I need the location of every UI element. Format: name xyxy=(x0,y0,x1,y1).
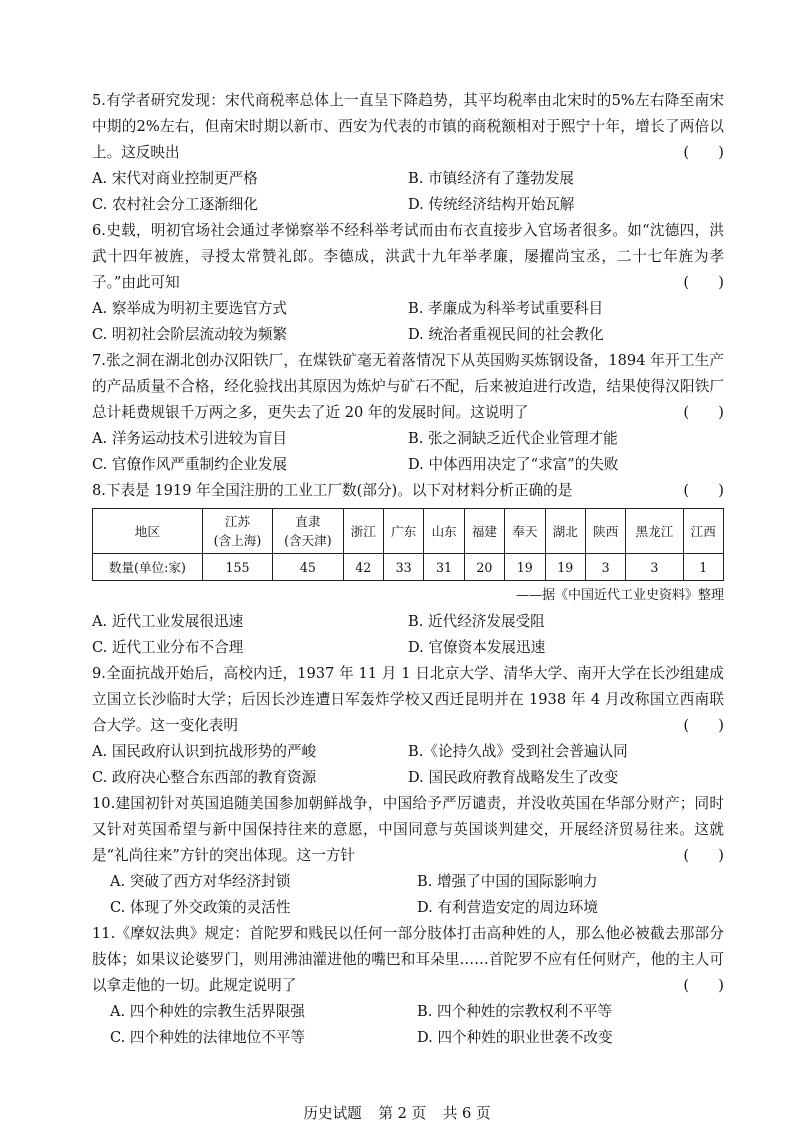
option-c: C. 体现了外交政策的灵活性 xyxy=(110,899,291,916)
footer-subject: 历史试题 xyxy=(303,1105,362,1122)
table-value-cell: 19 xyxy=(505,554,545,581)
table-header-region: 地区 xyxy=(93,509,203,554)
option-b: B. 张之洞缺乏近代企业管理才能 xyxy=(408,430,618,447)
question-stem: 10.建国初针对英国追随美国参加朝鲜战争，中国给予严厉谴责，并没收英国在华部分财产；同时又针对英国希望与新中国保持往来的意愿，中国同意与英国谈判建交，开展经济贸易往来。这就是“礼尚往来”方针的突出体现。这一方针 xyxy=(92,795,724,864)
answer-paren: ( ) xyxy=(683,274,724,291)
option-c: C. 政府决心整合东西部的教育资源 xyxy=(92,769,317,786)
option-a: A. 四个种姓的宗教生活界限强 xyxy=(110,1003,305,1020)
question-stem: 9.全面抗战开始后，高校内迁，1937 年 11 月 1 日北京大学、清华大学、南开大学在长沙组建成立国立长沙临时大学；后因长沙连遭日军轰炸学校又西迁昆明并在 1938 年 4 月改称国立西南联合大学。这一变化表明 xyxy=(92,665,724,734)
option-c: C. 农村社会分工逐渐细化 xyxy=(92,196,258,213)
option-a: A. 察举成为明初主要选官方式 xyxy=(92,300,287,317)
table-value-cell: 42 xyxy=(343,554,383,581)
question-8 xyxy=(92,478,724,661)
table-header-cell: 浙江 xyxy=(343,509,383,554)
table-header-cell: 江西 xyxy=(683,509,723,554)
answer-paren: ( ) xyxy=(683,404,724,421)
options xyxy=(92,166,724,218)
table-header-cell: 广东 xyxy=(383,509,423,554)
table-header-cell: 湖北 xyxy=(545,509,585,554)
options xyxy=(92,426,724,478)
footer-total: 共 6 页 xyxy=(442,1105,491,1122)
table-header-cell: 江苏 (含上海) xyxy=(202,509,272,554)
option-c: C. 官僚作风严重制约企业发展 xyxy=(92,456,288,473)
options xyxy=(92,296,724,348)
question-stem: 8.下表是 1919 年全国注册的工业工厂数(部分)。以下对材料分析正确的是 xyxy=(92,482,573,499)
answer-paren: ( ) xyxy=(683,977,724,994)
table-value-row xyxy=(93,554,724,581)
table-header-cell: 陕西 xyxy=(585,509,625,554)
options xyxy=(92,739,724,791)
option-b: B. 近代经济发展受阻 xyxy=(408,613,545,630)
option-a: A. 宋代对商业控制更严格 xyxy=(92,170,258,187)
option-a: A. 洋务运动技术引进较为盲目 xyxy=(92,430,287,447)
question-5 xyxy=(92,88,724,218)
option-a: A. 国民政府认识到抗战形势的严峻 xyxy=(92,743,317,760)
answer-paren: ( ) xyxy=(683,847,724,864)
table-source: ——据《中国近代工业史资料》整理 xyxy=(515,588,724,603)
option-c: C. 明初社会阶层流动较为频繁 xyxy=(92,326,288,343)
question-7 xyxy=(92,348,724,478)
table-header-cell: 福建 xyxy=(464,509,504,554)
table-header-row xyxy=(93,509,724,554)
answer-paren: ( ) xyxy=(683,717,724,734)
factory-table xyxy=(92,508,724,581)
options xyxy=(92,869,724,921)
table-value-cell: 31 xyxy=(424,554,464,581)
page-footer xyxy=(0,1102,794,1123)
options xyxy=(92,609,724,661)
table-header-cell: 山东 xyxy=(424,509,464,554)
table-value-cell: 45 xyxy=(273,554,343,581)
option-d: D. 传统经济结构开始瓦解 xyxy=(408,196,575,213)
question-stem: 11.《摩奴法典》规定：首陀罗和贱民以任何一部分肢体打击高种姓的人，那么他必被截去那部分肢体；如果议论婆罗门，则用沸油灌进他的嘴巴和耳朵里……首陀罗不应有任何财产，他的主人可以拿走他的一切。此规定说明了 xyxy=(92,925,724,994)
option-c: C. 近代工业分布不合理 xyxy=(92,639,244,656)
table-header-cell: 黑龙江 xyxy=(626,509,683,554)
options xyxy=(92,999,724,1051)
table-value-cell: 33 xyxy=(383,554,423,581)
option-c: C. 四个种姓的法律地位不平等 xyxy=(110,1029,306,1046)
footer-page: 第 2 页 xyxy=(378,1105,427,1122)
table-value-cell: 3 xyxy=(626,554,683,581)
answer-paren: ( ) xyxy=(683,144,724,161)
table-value-cell: 155 xyxy=(202,554,272,581)
question-stem: 5.有学者研究发现：宋代商税率总体上一直呈下降趋势，其平均税率由北宋时的5%左右降至南宋中期的2%左右，但南宋时期以新市、西安为代表的市镇的商税额相对于熙宁十年，增长了两倍以上。这反映出 xyxy=(92,92,724,161)
question-6 xyxy=(92,218,724,348)
option-b: B.《论持久战》受到社会普遍认同 xyxy=(408,743,628,760)
option-a: A. 突破了西方对华经济封锁 xyxy=(110,873,291,890)
option-d: D. 国民政府教育战略发生了改变 xyxy=(408,769,619,786)
table-value-cell: 20 xyxy=(464,554,504,581)
table-value-cell: 3 xyxy=(585,554,625,581)
question-10 xyxy=(92,791,724,921)
option-d: D. 中体西用决定了“求富”的失败 xyxy=(408,456,619,473)
answer-paren: ( ) xyxy=(683,482,724,499)
question-stem: 6.史载，明初官场社会通过孝悌察举不经科举考试而由布衣直接步入官场者很多。如“沈德四，洪武十四年被旌，寻授太常赞礼郎。李德成，洪武十九年举孝廉，屡擢尚宝丞，二十七年旌为孝子。”由此可知 xyxy=(92,222,724,291)
option-d: D. 官僚资本发展迅速 xyxy=(408,639,546,656)
table-header-cell: 直隶 (含天津) xyxy=(273,509,343,554)
question-9 xyxy=(92,661,724,791)
table-header-cell: 奉天 xyxy=(505,509,545,554)
question-list xyxy=(92,88,724,1051)
option-b: B. 孝廉成为科举考试重要科目 xyxy=(408,300,604,317)
option-b: B. 增强了中国的国际影响力 xyxy=(417,873,598,890)
option-d: D. 四个种姓的职业世袭不改变 xyxy=(417,1029,613,1046)
table-value-cell: 1 xyxy=(683,554,723,581)
option-b: B. 市镇经济有了蓬勃发展 xyxy=(408,170,574,187)
option-d: D. 统治者重视民间的社会教化 xyxy=(408,326,604,343)
question-stem: 7.张之洞在湖北创办汉阳铁厂，在煤铁矿毫无着落情况下从英国购买炼钢设备，1894 年开工生产的产品质量不合格，经化验找出其原因为炼炉与矿石不配，后来被迫进行改造，结果使得汉阳铁厂总计耗费规银千万两之多，更失去了近 20 年的发展时间。这说明了 xyxy=(92,352,724,421)
row-label: 数量(单位:家) xyxy=(93,554,203,581)
option-d: D. 有利营造安定的周边环境 xyxy=(417,899,598,916)
option-a: A. 近代工业发展很迅速 xyxy=(92,613,244,630)
table-value-cell: 19 xyxy=(545,554,585,581)
question-11 xyxy=(92,921,724,1051)
option-b: B. 四个种姓的宗教权利不平等 xyxy=(417,1003,613,1020)
